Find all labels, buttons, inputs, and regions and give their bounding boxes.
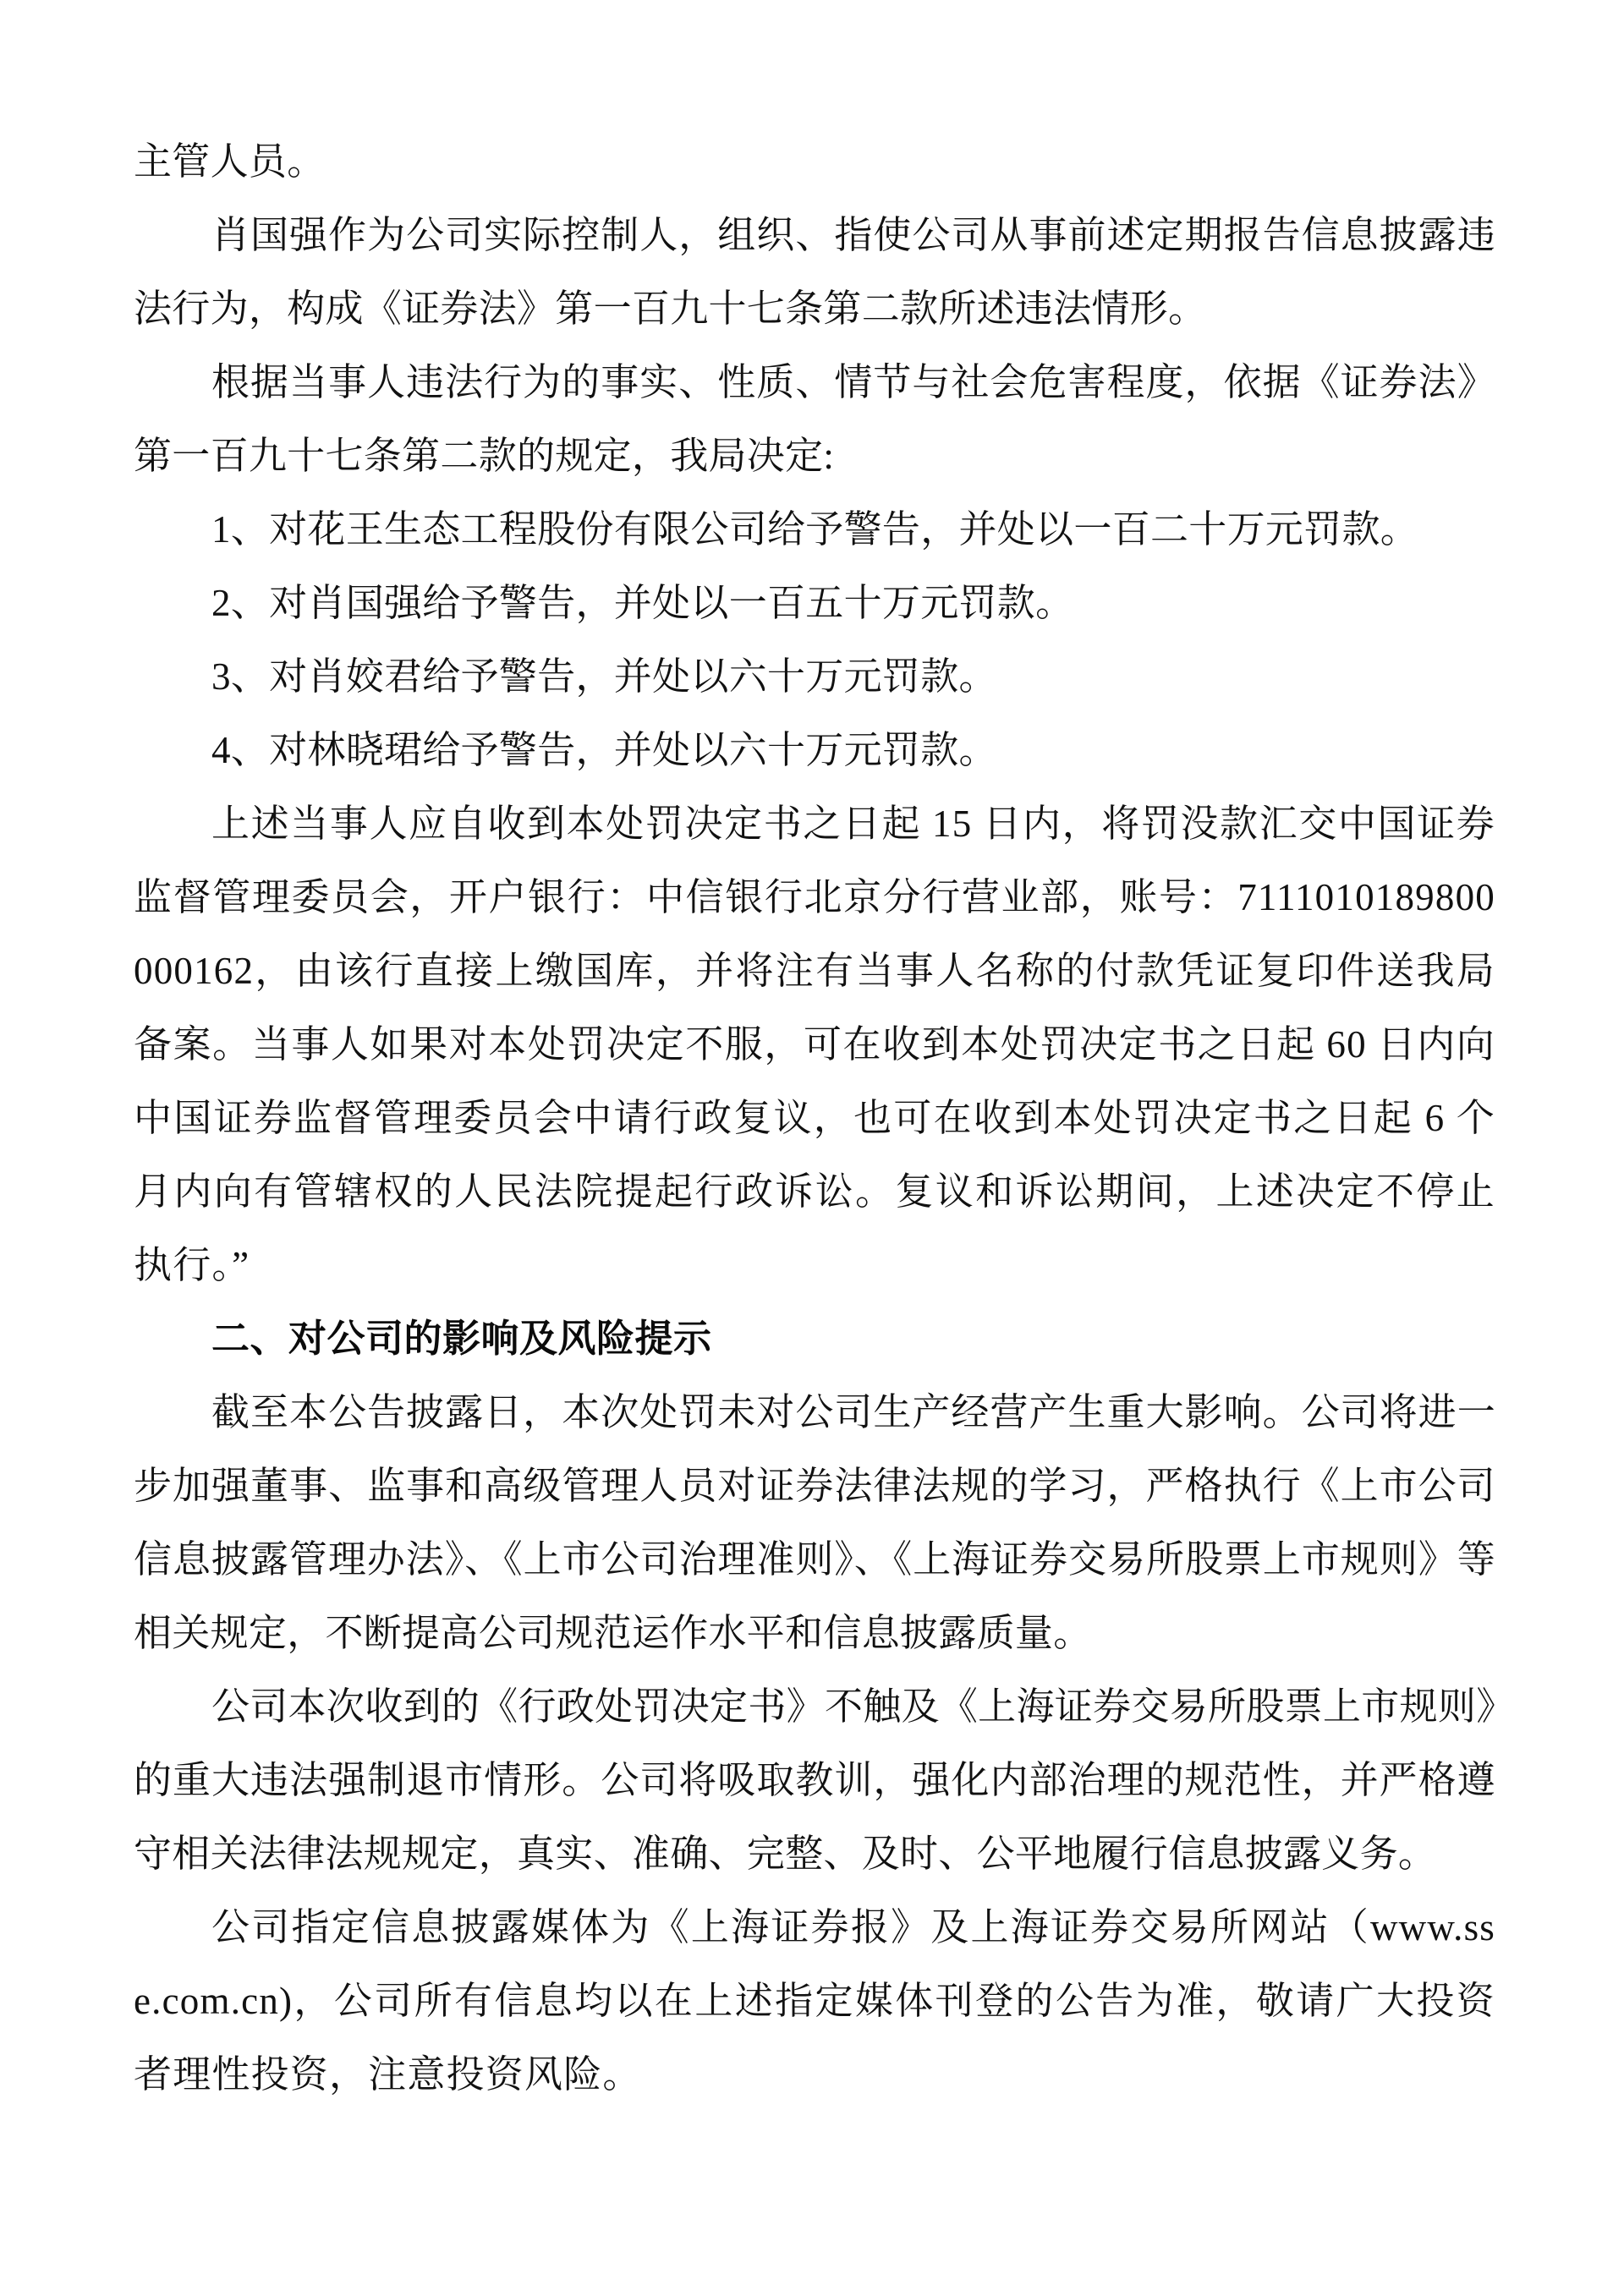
paragraph-designated-media: 公司指定信息披露媒体为《上海证券报》及上海证券交易所网站（www.sse.com.cn)，公司所有信息均以在上述指定媒体刊登的公告为准，敬请广大投资者理性投资，注意投资风险。 — [134, 1906, 1495, 2096]
paragraph-legal-basis: 根据当事人违法行为的事实、性质、情节与社会危害程度，依据《证券法》第一百九十七条第二款的规定，我局决定: — [134, 361, 1495, 477]
paragraph-company-impact: 截至本公告披露日，本次处罚未对公司生产经营产生重大影响。公司将进一步加强董事、监事和高级管理人员对证券法律法规的学习，严格执行《上市公司信息披露管理办法》、《上市公司治理准则》、《上海证券交易所股票上市规则》等相关规定，不断提高公司规范运作水平和信息披露质量。 — [134, 1391, 1495, 1654]
paragraph-delisting-risk: 公司本次收到的《行政处罚决定书》不触及《上海证券交易所股票上市规则》的重大违法强制退市情形。公司将吸取教训，强化内部治理的规范性，并严格遵守相关法律法规规定，真实、准确、完整、及时、公平地履行信息披露义务。 — [134, 1685, 1495, 1875]
document-body — [134, 125, 1495, 2112]
section-heading-two: 二、对公司的影响及风险提示 — [211, 1318, 712, 1360]
paragraph-payment-instructions: 上述当事人应自收到本处罚决定书之日起 15 日内，将罚没款汇交中国证券监督管理委员会，开户银行：中信银行北京分行营业部，账号：7111010189800000162，由该行直接上缴国库，并将注有当事人名称的付款凭证复印件送我局备案。当事人如果对本处罚决定不服，可在收到本处罚决定书之日起 60 日内向中国证券监督管理委员会中请行政复议，也可在收到本处罚决定书之日起 6 个月内向有管辖权的人民法院提起行政诉讼。复议和诉讼期间，上述决定不停止执行。” — [134, 803, 1495, 1286]
penalty-item-3: 3、对肖姣君给予警告，并处以六十万元罚款。 — [211, 655, 997, 698]
penalty-item-4: 4、对林晓珺给予警告，并处以六十万元罚款。 — [211, 729, 997, 771]
penalty-item-1: 1、对花王生态工程股份有限公司给予警告，并处以一百二十万元罚款。 — [211, 508, 1419, 551]
carryover-line: 主管人员。 — [134, 140, 326, 183]
paragraph-violation-finding: 肖国强作为公司实际控制人，组织、指使公司从事前述定期报告信息披露违法行为，构成《证券法》第一百九十七条第二款所述违法情形。 — [134, 214, 1495, 330]
penalty-item-2: 2、对肖国强给予警告，并处以一百五十万元罚款。 — [211, 582, 1074, 624]
